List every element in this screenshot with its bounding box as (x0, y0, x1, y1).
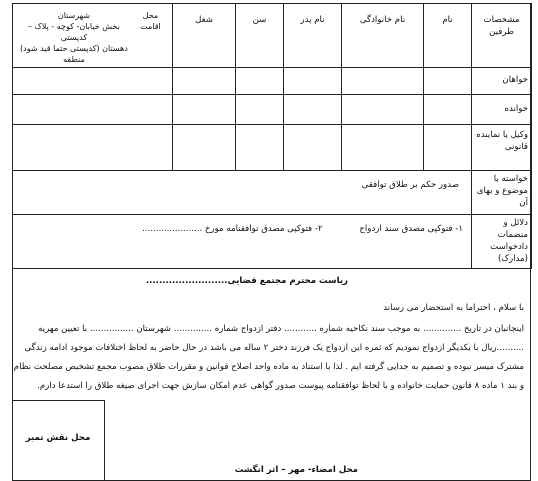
defendant-address-cell[interactable] (13, 95, 173, 125)
header-job: شغل (173, 4, 236, 68)
stamp-label: محل نقش تمبر (25, 433, 91, 443)
evidence-value[interactable] (13, 215, 472, 269)
attorney-name-cell[interactable] (424, 125, 472, 171)
header-age: سن (236, 4, 284, 68)
header-address-region: منطقه (63, 55, 85, 64)
plaintiff-surname-cell[interactable] (342, 68, 424, 95)
plaintiff-job-cell[interactable] (173, 68, 236, 95)
table-row (13, 171, 532, 215)
evidence-item-1: ۱- فتوکپی مصدق سند ازدواج (359, 224, 463, 234)
row-label-plaintiff: خواهان (472, 68, 532, 95)
defendant-job-cell[interactable] (173, 95, 236, 125)
plaintiff-name-cell[interactable] (424, 68, 472, 95)
attorney-age-cell[interactable] (236, 125, 284, 171)
table-header-row (13, 4, 532, 68)
table-row (13, 125, 532, 171)
attorney-father-cell[interactable] (284, 125, 342, 171)
table-row (13, 215, 532, 269)
header-parties: مشخصات طرفین (472, 4, 532, 68)
defendant-name-cell[interactable] (424, 95, 472, 125)
row-label-request: خواسته یا موضوع و بهای آن (472, 171, 532, 215)
header-address-street: بخش خیابان- کوچه - پلاک – کدپستی (28, 22, 120, 42)
header-name: نام (424, 4, 472, 68)
defendant-father-cell[interactable] (284, 95, 342, 125)
table-row (13, 95, 532, 125)
parties-table (12, 3, 532, 269)
row-label-evidence: دلائل و منضمات دادخواست (مدارک) (472, 215, 532, 269)
body-line-4: و بند ۱ ماده ۸ قانون حمایت خانواده و با لحاظ توافقنامه پیوست صدور گواهی عدم امکان سازش جهت اجرای صیغه طلاق را استدعا دارم. (37, 381, 524, 391)
defendant-age-cell[interactable] (236, 95, 284, 125)
header-surname: نام خانوادگی (342, 4, 424, 68)
stamp-box (12, 400, 105, 480)
attorney-job-cell[interactable] (173, 125, 236, 171)
row-label-defendant: خوانده (472, 95, 532, 125)
attorney-address-cell[interactable] (13, 125, 173, 171)
body-line-3: مشترک میسر نبوده و تصمیم به جدایی گرفته ایم . لذا با استناد به ماده واحد اصلاح قوانین و مقررات طلاق مصوب مجمع تشخیص مصلحت نظام (13, 362, 524, 372)
evidence-item-2: ۲- فتوکپی مصدق توافقنامه مورخ ...................... (142, 224, 323, 234)
attorney-surname-cell[interactable] (342, 125, 424, 171)
defendant-surname-cell[interactable] (342, 95, 424, 125)
body-line-1: اینجانبان در تاریخ .............. به موجب سند نکاحیه شماره ............ دفتر ازدواج شماره .............. شهرستان ................ با تعیین مهریه (38, 324, 524, 334)
header-father-name: نام پدر (284, 4, 342, 68)
greeting-line: با سلام ، احتراما به استحضار می رساند (383, 303, 524, 313)
body-line-2: ..........ریال با یکدیگر ازدواج نمودیم که ثمره این ازدواج یک فرزند دختر ۲ ساله می باشد در حال حاضر به لحاظ اختلافات موجود ادامه زندگی (24, 343, 524, 353)
addressee-line: ریاست محترم مجتمع قضایی......................... (145, 276, 348, 286)
header-address-city: شهرستان (57, 11, 91, 20)
header-address (13, 4, 173, 68)
header-address-postal: دهستان (کدپستی حتما قید شود) (20, 44, 128, 53)
row-label-attorney: وکیل یا نماینده قانونی (472, 125, 532, 171)
plaintiff-age-cell[interactable] (236, 68, 284, 95)
table-row (13, 68, 532, 95)
plaintiff-father-cell[interactable] (284, 68, 342, 95)
header-address-label: محل اقامت (140, 11, 161, 31)
plaintiff-address-cell[interactable] (13, 68, 173, 95)
signature-label: محل امضاء- مهر – اثر انگشت (234, 465, 358, 475)
request-value[interactable]: صدور حکم بر طلاق توافقی (13, 171, 472, 215)
